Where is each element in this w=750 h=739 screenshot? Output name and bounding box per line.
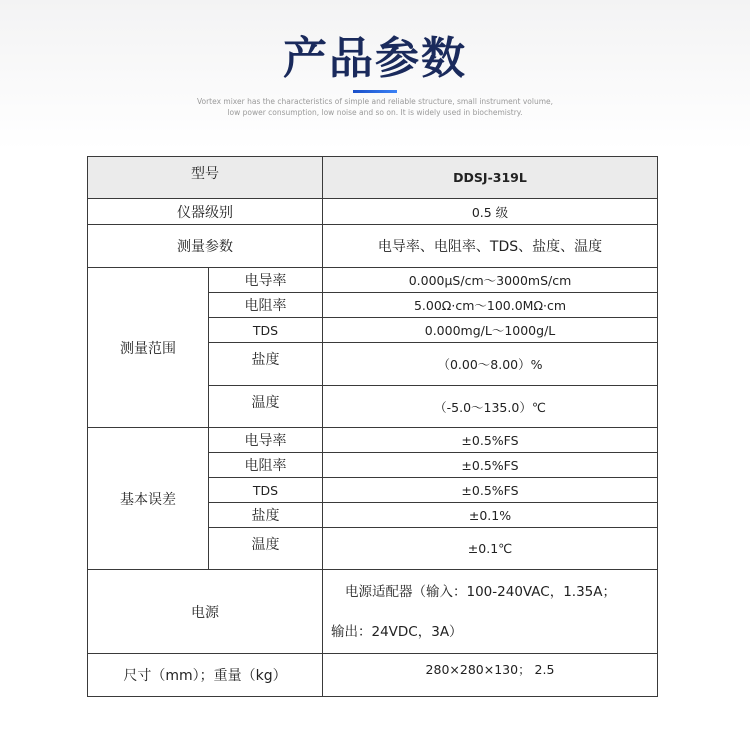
table-row — [88, 654, 658, 697]
spec-table — [87, 156, 658, 697]
error-value: ±0.5%FS — [323, 428, 658, 453]
error-name: 盐度 — [209, 503, 323, 528]
error-name: 电导率 — [209, 428, 323, 453]
power-line-2: 输出：24VDC，3A） — [331, 623, 463, 640]
range-value: 0.000μS/cm～3000mS/cm — [323, 268, 658, 293]
model-value: DDSJ-319L — [323, 157, 658, 199]
size-value: 280×280×130； 2.5 — [323, 654, 658, 697]
model-label: 型号 — [88, 157, 323, 199]
table-row — [88, 428, 658, 453]
power-label: 电源 — [88, 570, 323, 654]
subtitle-line-1: Vortex mixer has the characteristics of simple and reliable structure, small instrument volume, — [196, 97, 554, 106]
size-label: 尺寸（mm）；重量（kg） — [88, 654, 323, 697]
range-name: 电阻率 — [209, 293, 323, 318]
range-value: （-5.0～135.0）℃ — [323, 386, 658, 428]
power-value — [323, 570, 658, 654]
range-name: 温度 — [209, 386, 323, 428]
subtitle-line-2: low power consumption, low noise and so on. It is widely used in biochemistry. — [227, 108, 523, 117]
range-name: TDS — [209, 318, 323, 343]
error-value: ±0.5%FS — [323, 453, 658, 478]
table-row — [88, 268, 658, 293]
error-value: ±0.5%FS — [323, 478, 658, 503]
table-row — [88, 225, 658, 268]
page-subtitle — [175, 96, 575, 118]
error-name: TDS — [209, 478, 323, 503]
error-value: ±0.1% — [323, 503, 658, 528]
table-row — [88, 570, 658, 654]
grade-label: 仪器级别 — [88, 199, 323, 225]
grade-value: 0.5 级 — [323, 199, 658, 225]
params-value: 电导率、电阻率、TDS、盐度、温度 — [323, 225, 658, 268]
range-name: 盐度 — [209, 343, 323, 386]
error-label: 基本误差 — [88, 428, 209, 570]
range-name: 电导率 — [209, 268, 323, 293]
page-title: 产品参数 — [283, 33, 467, 84]
power-line-1: 电源适配器（输入：100-240VAC，1.35A； — [345, 583, 616, 600]
table-row — [88, 199, 658, 225]
error-name: 电阻率 — [209, 453, 323, 478]
range-label: 测量范围 — [88, 268, 209, 428]
error-value: ±0.1℃ — [323, 528, 658, 570]
table-row — [88, 157, 658, 199]
title-accent-bar — [353, 90, 397, 93]
range-value: （0.00～8.00）% — [323, 343, 658, 386]
range-value: 0.000mg/L～1000g/L — [323, 318, 658, 343]
params-label: 测量参数 — [88, 225, 323, 268]
error-name: 温度 — [209, 528, 323, 570]
range-value: 5.00Ω·cm～100.0MΩ·cm — [323, 293, 658, 318]
